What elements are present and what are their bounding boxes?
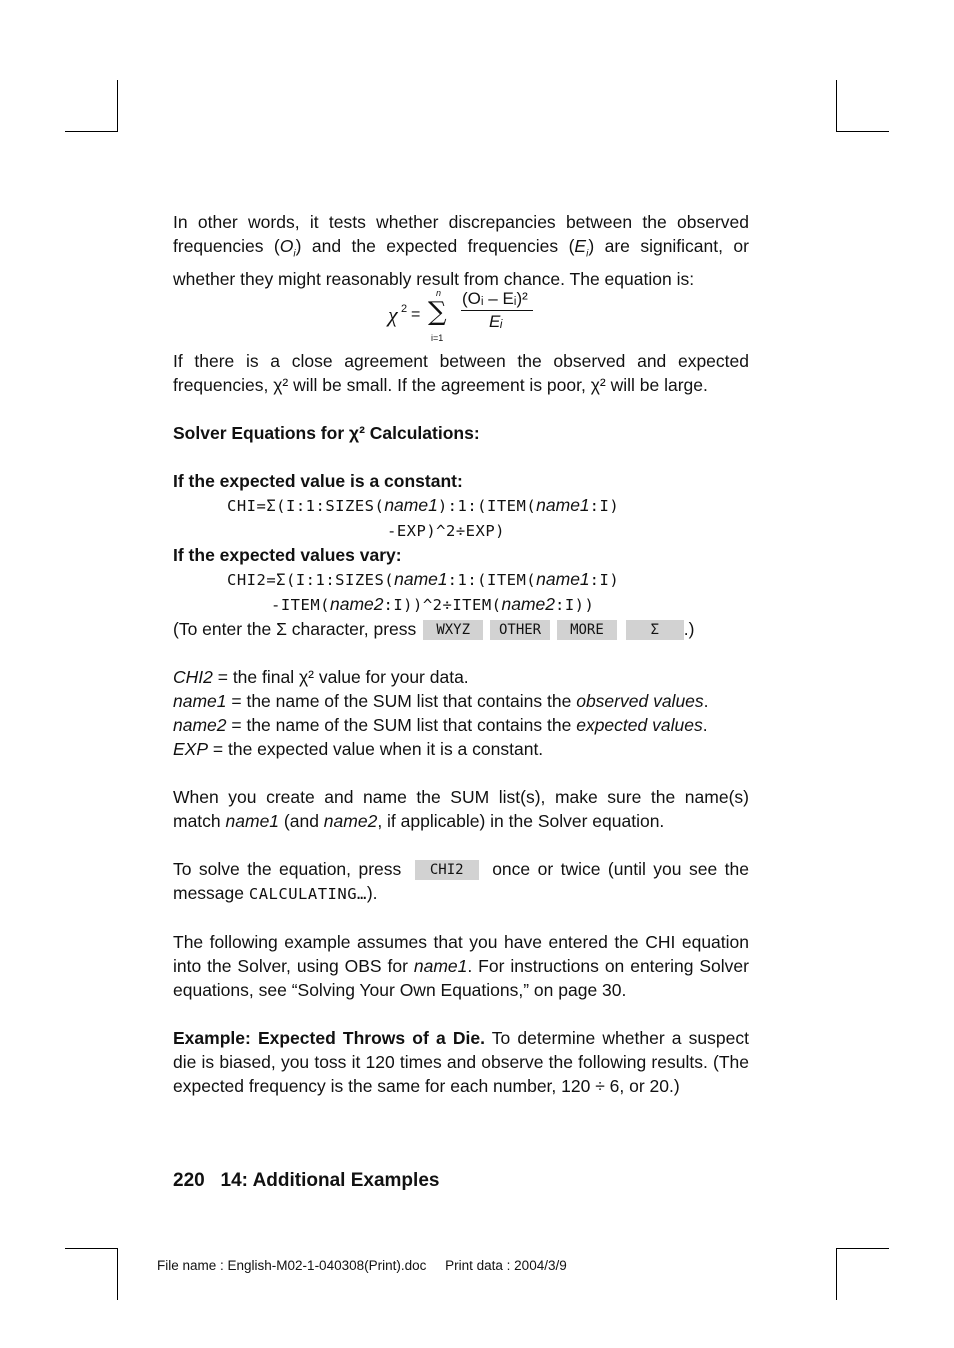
sigma-note: (To enter the Σ character, press WXYZ OTHER MORE Σ .) [173, 618, 695, 639]
def-chi2: CHI2 = the final χ² value for your data. [173, 666, 469, 687]
example-title: Example: Expected Throws of a Die. [173, 1027, 485, 1048]
chi-exponent: 2 [401, 302, 408, 315]
page-footer-title [173, 1170, 439, 1192]
formula-numerator: (Oᵢ – Eᵢ)² [462, 288, 528, 308]
crop-mark-top-right-v [836, 80, 837, 132]
formula-denominator: Eᵢ [489, 311, 503, 331]
def-name1: name1 = the name of the SUM list that contains the observed values. [173, 690, 709, 711]
crop-mark-top-left-h [65, 131, 118, 132]
def-exp: EXP = the expected value when it is a constant. [173, 738, 544, 759]
example-intro-paragraph: The following example assumes that you have entered the CHI equation into the Solver, using OBS for name1. For instructions on entering Solver equations, see “Solving Your Own Equations,” on page 30. [173, 931, 749, 1000]
page-number: 220 [173, 1170, 205, 1191]
intro-paragraph: In other words, it tests whether discrepancies between the observed frequencies $(O_i)$ and the expected frequencies $(E_i)$ are significant, or whether they might reasonably result from chance. The equation is: [173, 212, 749, 289]
code-chi-line1: CHI=Σ(I:1:SIZES(name1):1:(ITEM(name1:I) [227, 494, 620, 515]
solver-heading: Solver Equations for χ² Calculations: [173, 422, 480, 443]
key-sigma[interactable]: Σ [626, 620, 684, 640]
print-date: Print data : 2004/3/9 [445, 1258, 567, 1273]
sum-upper-limit: n [436, 287, 442, 298]
chi-square-formula [173, 287, 749, 343]
code-chi2-line1: CHI2=Σ(I:1:SIZES(name1:1:(ITEM(name1:I) [227, 568, 620, 589]
file-name: File name : English-M02-1-040308(Print).doc [157, 1258, 427, 1273]
crop-mark-bottom-right-v [836, 1248, 837, 1300]
key-chi2[interactable]: CHI2 [415, 860, 479, 880]
crop-mark-top-right-h [836, 131, 889, 132]
crop-mark-top-left-v [117, 80, 118, 132]
chi-symbol: χ [388, 301, 398, 327]
key-more[interactable]: MORE [557, 620, 617, 640]
crop-mark-bottom-left-v [117, 1248, 118, 1300]
vary-heading: If the expected values vary: [173, 544, 402, 565]
solve-paragraph: To solve the equation, press CHI2 once or twice (until you see the message CALCULATING…). [173, 858, 749, 903]
page-body [173, 210, 749, 1098]
key-wxyz[interactable]: WXYZ [423, 620, 483, 640]
file-info [157, 1258, 567, 1273]
agreement-paragraph: If there is a close agreement between the observed and expected frequencies, χ² will be small. If the agreement is poor, χ² will be large. [173, 350, 749, 395]
crop-mark-bottom-left-h [65, 1248, 118, 1249]
equals-sign: = [411, 305, 421, 323]
crop-mark-bottom-right-h [836, 1248, 889, 1249]
constant-heading: If the expected value is a constant: [173, 470, 463, 491]
names-paragraph: When you create and name the SUM list(s), make sure the name(s) match name1 (and name2, if applicable) in the Solver equation. [173, 786, 749, 831]
key-other[interactable]: OTHER [490, 620, 550, 640]
sigma-symbol: ∑ [428, 296, 447, 327]
code-chi2-line2: -ITEM(name2:I))^2÷ITEM(name2:I)) [271, 593, 595, 614]
def-name2: name2 = the name of the SUM list that contains the expected values. [173, 714, 708, 735]
chapter-title: 14: Additional Examples [220, 1170, 440, 1191]
example-paragraph: Example: Expected Throws of a Die. To determine whether a suspect die is biased, you toss it 120 times and observe the following results. (The expected frequency is the same for each number, 120 ÷ 6, or 20.) [173, 1027, 749, 1096]
code-chi-line2: -EXP)^2÷EXP) [387, 521, 505, 540]
calculating-message: CALCULATING… [248, 884, 367, 903]
sum-lower-limit: i=1 [431, 332, 444, 343]
